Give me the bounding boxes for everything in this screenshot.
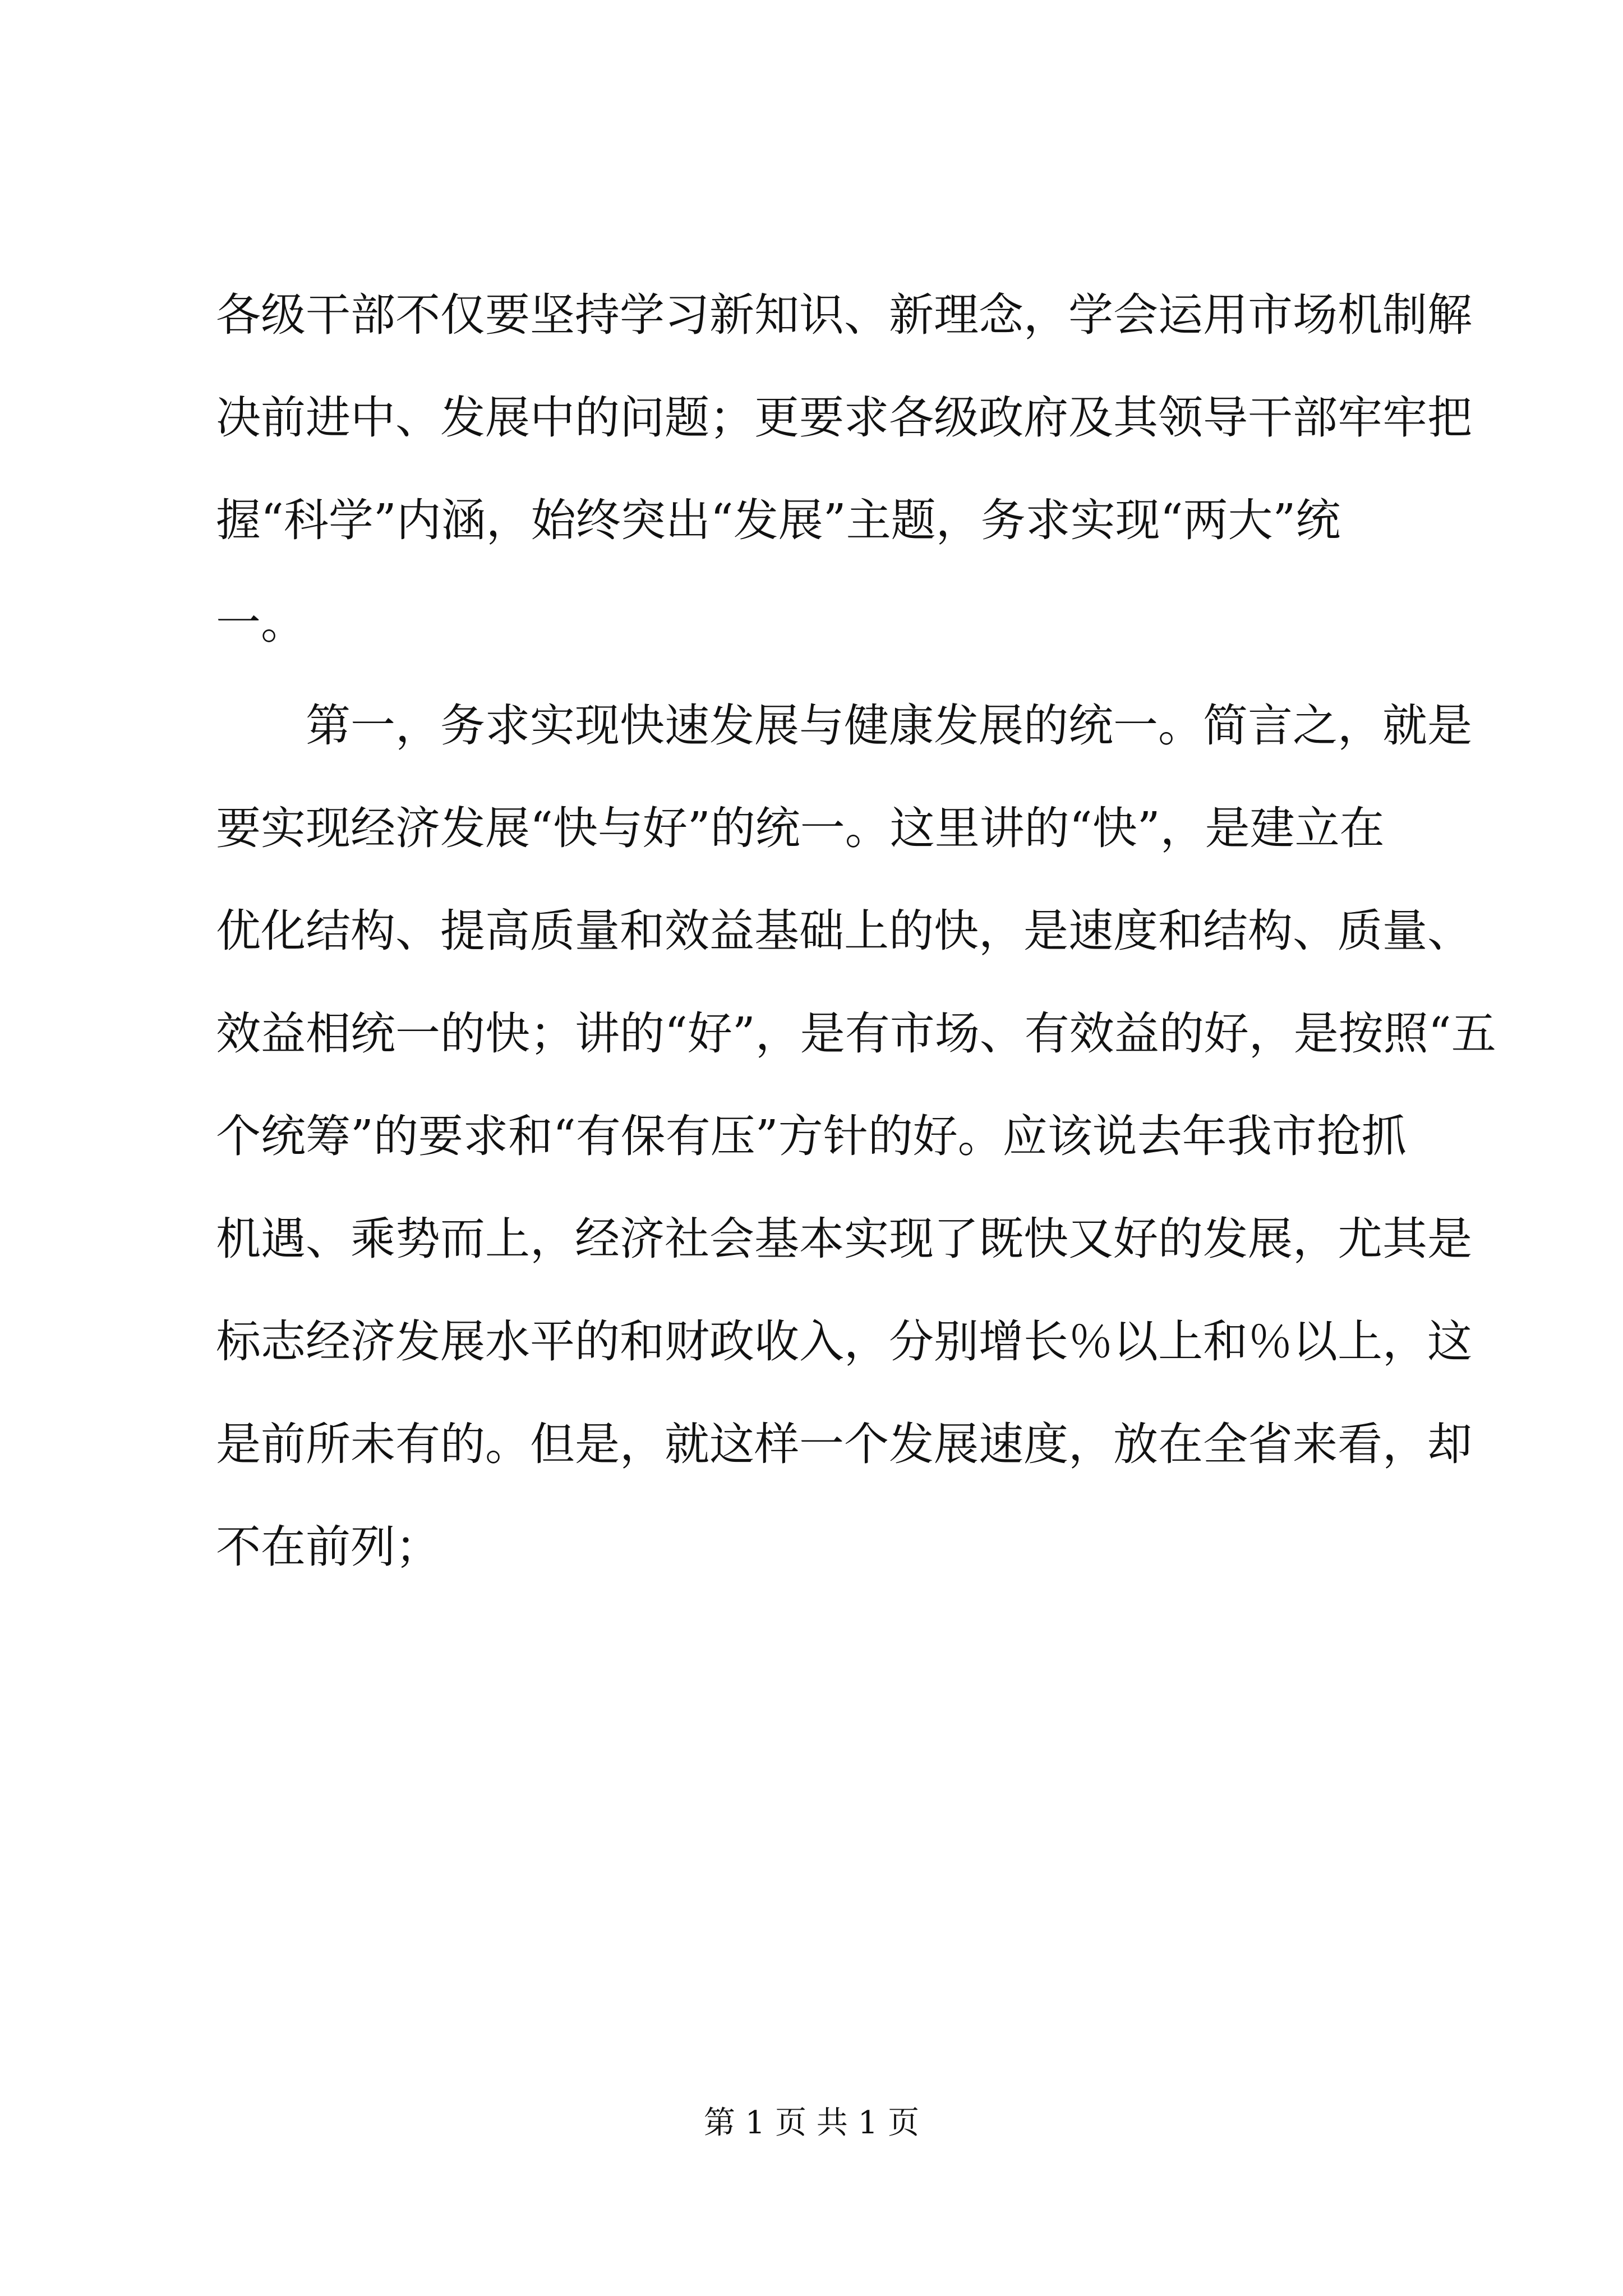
text-line: 握“科学”内涵，始终突出“发展”主题，务求实现“两大”统 (216, 494, 1341, 546)
text-line: 决前进中、发展中的问题；更要求各级政府及其领导干部牢牢把 (216, 392, 1472, 444)
text-line: 一。 (216, 597, 306, 649)
text-line: 机遇、乘势而上，经济社会基本实现了既快又好的发展，尤其是 (216, 1213, 1472, 1265)
text-line: 不在前列； (216, 1521, 440, 1573)
text-line: 个统筹”的要求和“有保有压”方针的好。应该说去年我市抢抓 (216, 1110, 1407, 1162)
text-line: 是前所未有的。但是，就这样一个发展速度，放在全省来看，却 (216, 1418, 1472, 1470)
text-line: 效益相统一的快；讲的“好”，是有市场、有效益的好，是按照“五 (216, 1007, 1496, 1060)
text-line: 要实现经济发展“快与好”的统一。这里讲的“快”，是建立在 (216, 802, 1385, 854)
body-text (216, 264, 1496, 1598)
text-line: 第一，务求实现快速发展与健康发展的统一。简言之，就是 (216, 700, 1472, 752)
text-line: 各级干部不仅要坚持学习新知识、新理念，学会运用市场机制解 (216, 289, 1472, 341)
text-line: 标志经济发展水平的和财政收入，分别增长％以上和％以上，这 (216, 1315, 1472, 1368)
text-line: 优化结构、提高质量和效益基础上的快，是速度和结构、质量、 (216, 905, 1472, 957)
page-number-footer: 第 1 页 共 1 页 (703, 2105, 920, 2141)
